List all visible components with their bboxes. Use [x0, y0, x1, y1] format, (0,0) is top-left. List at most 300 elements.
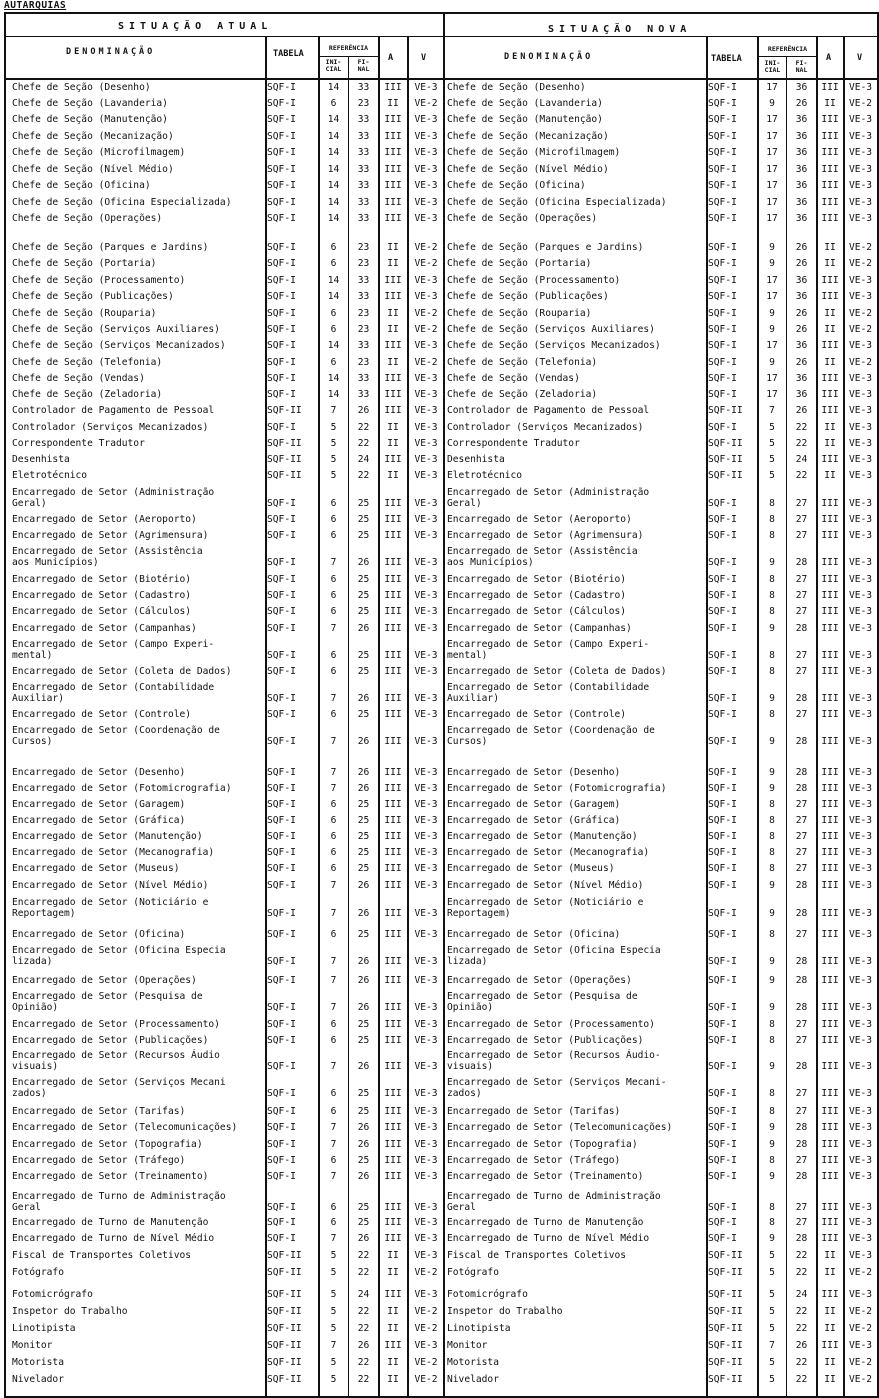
left-cell-denominacao: Linotipista [12, 1323, 76, 1334]
right-cell-referencia-final: 27 [795, 574, 808, 585]
left-cell-v: VE-3 [414, 1061, 438, 1072]
right-cell-tabela: SQF-I [708, 1019, 737, 1030]
right-cell-v: VE-3 [848, 275, 873, 286]
right-cell-v: VE-3 [848, 291, 873, 302]
right-cell-tabela: SQF-I [708, 1106, 737, 1117]
left-cell-referencia-final: 25 [357, 799, 370, 810]
left-cell-tabela: SQF-II [267, 1340, 302, 1351]
left-cell-denominacao: Chefe de Seção (Lavanderia) [12, 98, 168, 109]
left-cell-referencia-inicial: 6 [330, 666, 337, 677]
left-cell-referencia-final: 25 [357, 831, 370, 842]
left-cell-denominacao: Encarregado de Setor (Fotomicrografia) [12, 783, 232, 794]
right-cell-denominacao: Correspondente Tradutor [447, 438, 580, 449]
left-cell-a: III [384, 557, 402, 568]
right-cell-v: VE-3 [848, 1340, 873, 1351]
left-cell-a: III [384, 1088, 402, 1099]
left-cell-a: III [384, 693, 402, 704]
right-cell-denominacao: Controlador (Serviços Mecanizados) [447, 422, 644, 433]
right-cell-referencia-inicial: 9 [769, 324, 775, 335]
right-cell-a: III [821, 557, 839, 568]
left-cell-referencia-final: 25 [357, 863, 370, 874]
left-cell-a: II [387, 1267, 399, 1278]
left-cell-a: III [384, 606, 402, 617]
left-cell-a: III [384, 213, 402, 224]
right-cell-referencia-final: 27 [795, 666, 808, 677]
right-cell-a: III [821, 1139, 839, 1150]
left-cell-a: III [384, 956, 402, 967]
left-cell-denominacao: Encarregado de Setor (Coleta de Dados) [12, 666, 232, 677]
right-cell-referencia-final: 36 [795, 114, 808, 125]
right-cell-referencia-final: 36 [795, 213, 808, 224]
right-cell-a: III [821, 82, 839, 93]
left-cell-a: III [384, 514, 402, 525]
right-cell-denominacao: Encarregado de Setor (Oficina Especia lizada) [447, 945, 661, 967]
left-cell-referencia-inicial: 6 [330, 1202, 337, 1213]
left-cell-v: VE-3 [414, 1340, 438, 1351]
left-cell-v: VE-3 [414, 574, 438, 585]
right-cell-tabela: SQF-I [708, 574, 737, 585]
right-cell-denominacao: Encarregado de Setor (Mecanografia) [447, 847, 650, 858]
right-cell-tabela: SQF-I [708, 847, 737, 858]
left-cell-denominacao: Chefe de Seção (Manutenção) [12, 114, 168, 125]
right-cell-referencia-final: 27 [795, 709, 808, 720]
left-cell-referencia-inicial: 5 [330, 1267, 337, 1278]
left-cell-referencia-final: 33 [357, 340, 370, 351]
left-cell-referencia-final: 26 [357, 1340, 370, 1351]
right-cell-denominacao: Chefe de Seção (Manutenção) [447, 114, 603, 125]
right-cell-referencia-inicial: 8 [769, 574, 775, 585]
right-cell-referencia-final: 28 [795, 736, 808, 747]
left-cell-referencia-final: 26 [357, 1171, 370, 1182]
left-cell-referencia-final: 26 [357, 557, 370, 568]
left-cell-a: III [384, 880, 402, 891]
left-cell-referencia-final: 26 [357, 767, 370, 778]
right-cell-tabela: SQF-I [708, 956, 737, 967]
left-cell-referencia-final: 26 [357, 736, 370, 747]
right-cell-tabela: SQF-I [708, 275, 737, 286]
right-cell-referencia-inicial: 5 [769, 1289, 775, 1300]
right-cell-referencia-inicial: 8 [769, 1202, 775, 1213]
left-cell-referencia-final: 23 [357, 242, 370, 253]
left-cell-referencia-final: 33 [357, 373, 370, 384]
right-cell-referencia-final: 36 [795, 147, 808, 158]
right-cell-a: III [821, 767, 839, 778]
right-cell-referencia-inicial: 17 [766, 180, 778, 191]
right-cell-v: VE-3 [848, 1202, 873, 1213]
right-cell-v: VE-3 [848, 131, 873, 142]
left-cell-v: VE-3 [414, 197, 438, 208]
left-cell-v: VE-3 [414, 799, 438, 810]
right-cell-referencia-final: 27 [795, 1202, 808, 1213]
left-cell-denominacao: Fotógrafo [12, 1267, 64, 1278]
left-cell-v: VE-3 [414, 291, 438, 302]
right-cell-referencia-inicial: 9 [769, 736, 775, 747]
right-cell-v: VE-3 [848, 736, 873, 747]
left-cell-referencia-inicial: 6 [330, 530, 337, 541]
right-cell-tabela: SQF-I [708, 880, 737, 891]
right-cell-tabela: SQF-II [708, 470, 743, 481]
left-cell-tabela: SQF-I [267, 557, 296, 568]
left-cell-referencia-final: 23 [357, 324, 370, 335]
left-cell-denominacao: Encarregado de Setor (Desenho) [12, 767, 186, 778]
left-cell-a: III [384, 799, 402, 810]
right-cell-a: III [821, 514, 839, 525]
right-cell-referencia-final: 36 [795, 291, 808, 302]
right-header-referencia: REFERÊNCIA [767, 45, 808, 53]
left-cell-denominacao: Chefe de Seção (Desenho) [12, 82, 151, 93]
left-cell-a: III [384, 623, 402, 634]
right-cell-denominacao: Encarregado de Setor (Operações) [447, 975, 632, 986]
right-cell-referencia-inicial: 8 [769, 1155, 775, 1166]
left-cell-tabela: SQF-I [267, 1019, 296, 1030]
right-cell-referencia-inicial: 9 [769, 693, 775, 704]
right-cell-v: VE-3 [848, 454, 873, 465]
left-cell-referencia-inicial: 14 [327, 213, 340, 224]
right-col-line-final [786, 56, 787, 1398]
left-cell-tabela: SQF-I [267, 357, 296, 368]
right-cell-tabela: SQF-I [708, 693, 737, 704]
right-cell-referencia-final: 26 [795, 242, 808, 253]
left-cell-v: VE-3 [414, 767, 438, 778]
right-cell-tabela: SQF-I [708, 98, 737, 109]
right-cell-v: VE-3 [848, 1035, 873, 1046]
right-cell-tabela: SQF-I [708, 1217, 737, 1228]
right-cell-denominacao: Chefe de Seção (Vendas) [447, 373, 580, 384]
right-cell-tabela: SQF-II [708, 1357, 743, 1368]
left-cell-referencia-final: 25 [357, 1202, 370, 1213]
header-bottom-border [4, 78, 879, 80]
left-cell-tabela: SQF-I [267, 422, 296, 433]
right-cell-a: III [821, 590, 839, 601]
left-cell-denominacao: Encarregado de Setor (Gráfica) [12, 815, 186, 826]
left-cell-denominacao: Encarregado de Setor (Cadastro) [12, 590, 192, 601]
left-cell-referencia-inicial: 7 [330, 623, 337, 634]
left-cell-tabela: SQF-I [267, 815, 296, 826]
right-cell-a: III [821, 1233, 839, 1244]
left-cell-referencia-inicial: 14 [327, 180, 340, 191]
left-cell-referencia-final: 22 [357, 1374, 370, 1385]
right-cell-referencia-final: 27 [795, 863, 808, 874]
left-cell-referencia-inicial: 6 [330, 1088, 337, 1099]
left-cell-denominacao: Encarregado de Turno de Manutenção [12, 1217, 209, 1228]
left-cell-denominacao: Chefe de Seção (Processamento) [12, 275, 186, 286]
left-cell-v: VE-3 [414, 1088, 438, 1099]
left-cell-referencia-inicial: 6 [330, 258, 337, 269]
right-cell-a: II [824, 242, 836, 253]
right-cell-denominacao: Encarregado de Setor (Tarifas) [447, 1106, 621, 1117]
right-header-final: FI- NAL [795, 59, 808, 74]
right-cell-tabela: SQF-I [708, 498, 737, 509]
left-cell-denominacao: Chefe de Seção (Rouparia) [12, 308, 157, 319]
left-border [4, 12, 6, 1398]
right-cell-tabela: SQF-I [708, 783, 737, 794]
right-cell-referencia-final: 22 [795, 438, 808, 449]
right-cell-referencia-inicial: 9 [769, 783, 775, 794]
left-cell-a: III [384, 863, 402, 874]
right-cell-tabela: SQF-I [708, 623, 737, 634]
left-cell-tabela: SQF-I [267, 929, 296, 940]
right-cell-tabela: SQF-I [708, 736, 737, 747]
right-cell-a: II [824, 422, 836, 433]
right-cell-referencia-final: 26 [795, 357, 808, 368]
left-cell-referencia-inicial: 6 [330, 498, 337, 509]
right-cell-tabela: SQF-I [708, 357, 737, 368]
left-cell-v: VE-3 [414, 623, 438, 634]
left-cell-a: III [384, 709, 402, 720]
left-cell-a: III [384, 131, 402, 142]
left-cell-v: VE-3 [414, 114, 438, 125]
left-cell-referencia-inicial: 7 [330, 908, 337, 919]
left-cell-referencia-final: 33 [357, 114, 370, 125]
left-header-denominacao: DENOMINAÇÃO [66, 47, 156, 57]
right-cell-denominacao: Encarregado de Setor (Publicações) [447, 1035, 644, 1046]
left-cell-v: VE-3 [414, 405, 438, 416]
right-cell-v: VE-3 [848, 880, 873, 891]
right-cell-referencia-inicial: 9 [769, 242, 775, 253]
left-cell-tabela: SQF-II [267, 1323, 302, 1334]
left-header-v: V [421, 53, 427, 63]
right-cell-a: II [824, 1306, 836, 1317]
left-cell-a: III [384, 1061, 402, 1072]
left-cell-referencia-final: 26 [357, 1061, 370, 1072]
left-cell-referencia-inicial: 6 [330, 1155, 337, 1166]
right-cell-tabela: SQF-I [708, 514, 737, 525]
right-cell-a: III [821, 929, 839, 940]
left-cell-a: III [384, 291, 402, 302]
right-cell-denominacao: Chefe de Seção (Rouparia) [447, 308, 592, 319]
left-cell-denominacao: Encarregado de Setor (Telecomunicações) [12, 1122, 238, 1133]
right-cell-denominacao: Eletrotécnico [447, 470, 523, 481]
right-cell-denominacao: Fotomicrógrafo [447, 1289, 528, 1300]
right-cell-referencia-inicial: 5 [769, 1323, 775, 1334]
right-cell-tabela: SQF-I [708, 258, 737, 269]
right-cell-denominacao: Encarregado de Setor (Serviços Mecani- zados) [447, 1077, 667, 1099]
left-cell-referencia-final: 25 [357, 530, 370, 541]
right-cell-denominacao: Encarregado de Setor (Contabilidade Auxiliar) [447, 682, 650, 704]
left-cell-tabela: SQF-I [267, 623, 296, 634]
left-cell-tabela: SQF-I [267, 736, 296, 747]
left-cell-referencia-final: 25 [357, 666, 370, 677]
right-cell-referencia-final: 28 [795, 623, 808, 634]
left-cell-referencia-final: 24 [357, 1289, 370, 1300]
right-cell-tabela: SQF-I [708, 709, 737, 720]
left-cell-denominacao: Controlador de Pagamento de Pessoal [12, 405, 215, 416]
right-cell-referencia-final: 28 [795, 767, 808, 778]
right-cell-denominacao: Encarregado de Setor (Campanhas) [447, 623, 632, 634]
left-cell-referencia-inicial: 7 [330, 767, 337, 778]
left-cell-denominacao: Chefe de Seção (Telefonia) [12, 357, 163, 368]
left-cell-tabela: SQF-I [267, 114, 296, 125]
left-cell-v: VE-3 [414, 389, 438, 400]
left-cell-a: III [384, 1233, 402, 1244]
left-cell-v: VE-3 [414, 606, 438, 617]
right-cell-a: III [821, 975, 839, 986]
right-cell-v: VE-3 [848, 82, 873, 93]
right-cell-tabela: SQF-I [708, 863, 737, 874]
left-cell-tabela: SQF-I [267, 197, 296, 208]
left-cell-referencia-final: 25 [357, 590, 370, 601]
left-cell-v: VE-3 [414, 1106, 438, 1117]
left-cell-referencia-inicial: 5 [330, 1250, 337, 1261]
left-cell-v: VE-3 [414, 1233, 438, 1244]
left-cell-referencia-inicial: 6 [330, 863, 337, 874]
left-cell-v: VE-3 [414, 557, 438, 568]
right-cell-a: III [821, 1122, 839, 1133]
right-cell-referencia-inicial: 9 [769, 557, 775, 568]
right-cell-referencia-final: 27 [795, 530, 808, 541]
right-cell-a: II [824, 357, 836, 368]
left-cell-tabela: SQF-I [267, 1155, 296, 1166]
right-cell-referencia-inicial: 8 [769, 847, 775, 858]
left-cell-v: VE-3 [414, 831, 438, 842]
left-cell-v: VE-2 [414, 1267, 438, 1278]
right-cell-referencia-inicial: 17 [766, 213, 778, 224]
left-cell-v: VE-3 [414, 340, 438, 351]
right-cell-referencia-inicial: 17 [766, 197, 778, 208]
left-cell-a: III [384, 114, 402, 125]
right-cell-v: VE-3 [848, 1122, 873, 1133]
left-cell-v: VE-3 [414, 454, 438, 465]
left-cell-v: VE-2 [414, 98, 438, 109]
left-cell-denominacao: Encarregado de Setor (Assistência aos Municípios) [12, 546, 203, 568]
right-cell-v: VE-3 [848, 470, 873, 481]
right-cell-v: VE-3 [848, 1061, 873, 1072]
right-cell-denominacao: Encarregado de Setor (Cálculos) [447, 606, 627, 617]
right-cell-referencia-inicial: 9 [769, 880, 775, 891]
right-cell-referencia-inicial: 8 [769, 1035, 775, 1046]
left-cell-a: III [384, 373, 402, 384]
right-cell-referencia-inicial: 8 [769, 1088, 775, 1099]
right-cell-v: VE-3 [848, 164, 873, 175]
left-cell-referencia-inicial: 6 [330, 1019, 337, 1030]
left-cell-v: VE-3 [414, 736, 438, 747]
right-cell-tabela: SQF-I [708, 831, 737, 842]
left-cell-a: III [384, 197, 402, 208]
left-cell-referencia-inicial: 5 [330, 454, 337, 465]
left-cell-referencia-inicial: 7 [330, 557, 337, 568]
right-cell-referencia-inicial: 5 [769, 1250, 775, 1261]
right-cell-referencia-inicial: 8 [769, 815, 775, 826]
right-cell-a: II [824, 258, 836, 269]
left-cell-tabela: SQF-I [267, 863, 296, 874]
right-cell-denominacao: Encarregado de Setor (Tráfego) [447, 1155, 621, 1166]
left-cell-tabela: SQF-I [267, 1035, 296, 1046]
left-cell-a: II [387, 98, 399, 109]
right-cell-tabela: SQF-I [708, 308, 737, 319]
left-cell-v: VE-3 [414, 709, 438, 720]
left-cell-denominacao: Encarregado de Setor (Oficina Especia lizada) [12, 945, 226, 967]
corner-label: AUTARQUIAS [4, 0, 67, 11]
right-cell-v: VE-2 [848, 308, 873, 319]
right-cell-referencia-final: 27 [795, 847, 808, 858]
left-cell-v: VE-2 [414, 1357, 438, 1368]
left-cell-denominacao: Encarregado de Setor (Pesquisa de Opinião) [12, 991, 203, 1013]
left-cell-referencia-final: 25 [357, 1155, 370, 1166]
left-cell-denominacao: Encarregado de Setor (Oficina) [12, 929, 186, 940]
left-cell-referencia-inicial: 5 [330, 470, 337, 481]
right-border [877, 12, 879, 1398]
right-cell-referencia-inicial: 17 [766, 389, 778, 400]
right-cell-referencia-inicial: 17 [766, 164, 778, 175]
right-cell-referencia-final: 27 [795, 650, 808, 661]
left-header-referencia: REFERÊNCIA [328, 44, 369, 52]
right-cell-v: VE-2 [848, 1267, 873, 1278]
left-cell-tabela: SQF-I [267, 180, 296, 191]
right-cell-referencia-final: 28 [795, 557, 808, 568]
left-cell-referencia-inicial: 7 [330, 1233, 337, 1244]
right-cell-v: VE-2 [848, 258, 873, 269]
right-cell-denominacao: Linotipista [447, 1323, 511, 1334]
left-cell-v: VE-2 [414, 1374, 438, 1385]
right-cell-a: III [821, 291, 839, 302]
right-cell-referencia-final: 26 [795, 258, 808, 269]
left-cell-denominacao: Encarregado de Setor (Contabilidade Auxiliar) [12, 682, 215, 704]
right-cell-referencia-inicial: 8 [769, 863, 775, 874]
right-cell-a: III [821, 389, 839, 400]
left-cell-a: III [384, 590, 402, 601]
right-cell-denominacao: Encarregado de Setor (Processamento) [447, 1019, 655, 1030]
right-cell-referencia-final: 22 [795, 1267, 808, 1278]
left-cell-denominacao: Motorista [12, 1357, 64, 1368]
right-cell-v: VE-2 [848, 242, 873, 253]
right-cell-referencia-final: 28 [795, 956, 808, 967]
right-cell-referencia-inicial: 8 [769, 650, 775, 661]
left-cell-v: VE-3 [414, 131, 438, 142]
left-cell-v: VE-2 [414, 242, 438, 253]
right-cell-tabela: SQF-I [708, 242, 737, 253]
right-cell-v: VE-3 [848, 606, 873, 617]
right-cell-denominacao: Chefe de Seção (Lavanderia) [447, 98, 603, 109]
left-cell-referencia-inicial: 14 [327, 164, 340, 175]
right-cell-v: VE-3 [848, 693, 873, 704]
left-cell-tabela: SQF-I [267, 880, 296, 891]
right-cell-a: III [821, 815, 839, 826]
right-cell-referencia-inicial: 9 [769, 975, 775, 986]
right-cell-a: II [824, 1267, 836, 1278]
right-cell-v: VE-3 [848, 514, 873, 525]
right-cell-referencia-final: 26 [795, 308, 808, 319]
left-cell-referencia-inicial: 6 [330, 929, 337, 940]
right-cell-tabela: SQF-I [708, 213, 737, 224]
left-cell-tabela: SQF-I [267, 258, 296, 269]
right-cell-a: III [821, 340, 839, 351]
right-cell-v: VE-2 [848, 1323, 873, 1334]
right-cell-v: VE-2 [848, 1306, 873, 1317]
left-cell-tabela: SQF-I [267, 147, 296, 158]
right-cell-tabela: SQF-I [708, 1002, 737, 1013]
right-cell-referencia-final: 26 [795, 324, 808, 335]
right-cell-tabela: SQF-II [708, 1267, 743, 1278]
right-cell-v: VE-3 [848, 590, 873, 601]
left-cell-v: VE-2 [414, 324, 438, 335]
right-cell-v: VE-3 [848, 213, 873, 224]
left-cell-a: II [387, 357, 399, 368]
right-cell-v: VE-3 [848, 530, 873, 541]
right-cell-referencia-inicial: 8 [769, 606, 775, 617]
left-cell-a: III [384, 389, 402, 400]
left-cell-tabela: SQF-II [267, 405, 302, 416]
right-cell-v: VE-3 [848, 1155, 873, 1166]
left-cell-tabela: SQF-I [267, 709, 296, 720]
right-cell-a: III [821, 147, 839, 158]
right-cell-v: VE-3 [848, 1217, 873, 1228]
right-cell-denominacao: Encarregado de Setor (Controle) [447, 709, 627, 720]
left-cell-v: VE-3 [414, 847, 438, 858]
right-cell-v: VE-3 [848, 340, 873, 351]
right-cell-referencia-inicial: 5 [769, 1357, 775, 1368]
right-cell-referencia-final: 36 [795, 82, 808, 93]
left-cell-referencia-final: 26 [357, 1139, 370, 1150]
